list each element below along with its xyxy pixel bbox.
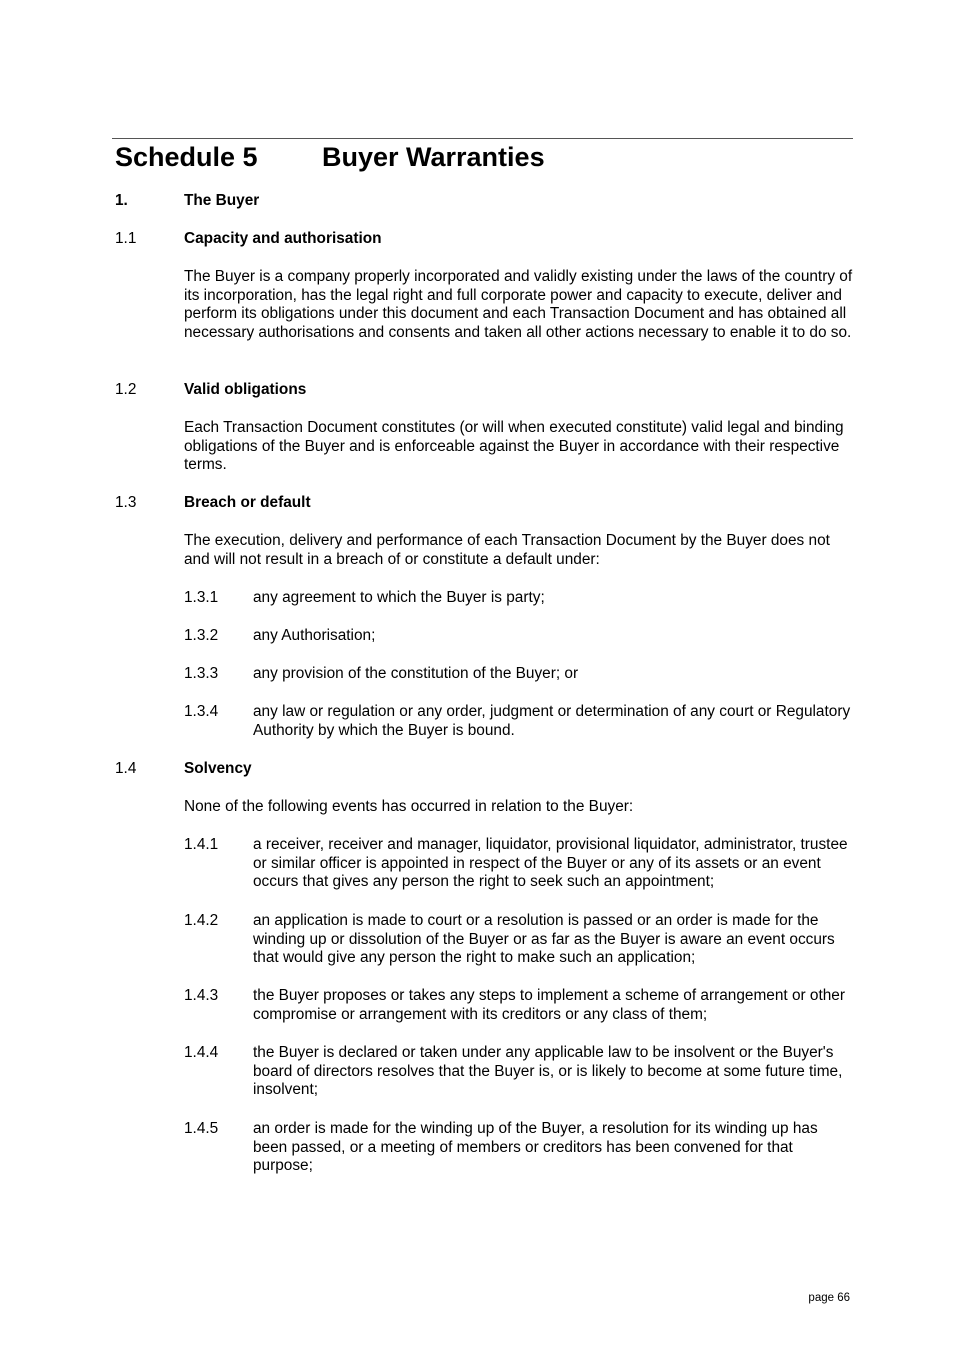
clause-body: The execution, delivery and performance of each Transaction Document by the Buyer does not and will not result in a breach of or constitute a default under:	[184, 532, 830, 568]
clause-heading: Solvency	[184, 760, 252, 777]
clause-heading: Breach or default	[184, 494, 311, 511]
subclause-text: the Buyer is declared or taken under any applicable law to be insolvent or the Buyer's board of directors resolves that the Buyer is, or is likely to become at some future time, insolvent;	[253, 1044, 843, 1099]
subclause-number: 1.3.2	[184, 627, 219, 644]
schedule-title: Buyer Warranties	[322, 142, 545, 172]
subclause-number: 1.4.4	[184, 1044, 219, 1061]
page-number: page 66	[808, 1292, 850, 1304]
subclause-number: 1.3.3	[184, 665, 219, 682]
clause-number: 1.4	[115, 760, 137, 777]
clause-body: None of the following events has occurred in relation to the Buyer:	[184, 798, 634, 815]
clause-number: 1.3	[115, 494, 137, 511]
subclause-text: a receiver, receiver and manager, liquidator, provisional liquidator, administrator, trustee or similar officer is appointed in respect of the Buyer or any of its assets or an event occurs that gives any person the right to seek such an appointment;	[253, 836, 848, 891]
schedule-number: Schedule 5	[115, 142, 258, 172]
subclause-text: any agreement to which the Buyer is party;	[253, 589, 545, 606]
heading-rule	[112, 138, 853, 139]
clause-number: 1.2	[115, 381, 137, 398]
subclause-number: 1.4.1	[184, 836, 219, 853]
subclause-number: 1.3.4	[184, 703, 219, 720]
subclause-text: the Buyer proposes or takes any steps to implement a scheme of arrangement or other compromise or arrangement with its creditors or any class of them;	[253, 987, 845, 1023]
subclause-text: any Authorisation;	[253, 627, 376, 644]
clause-body: The Buyer is a company properly incorporated and validly existing under the laws of the country of its incorporation, has the legal right and full corporate power and capacity to execute, deliver and perform its obligations under this document and each Transaction Document and has obtained all necessary authorisations and consents and taken all other actions necessary to enable it to do so.	[184, 268, 853, 342]
subclause-number: 1.4.5	[184, 1120, 219, 1137]
subclause-number: 1.3.1	[184, 589, 219, 606]
subclause-text: an order is made for the winding up of the Buyer, a resolution for its winding up has been passed, or a meeting of members or creditors has been convened for that purpose;	[253, 1120, 818, 1175]
clause-body: Each Transaction Document constitutes (or will when executed constitute) valid legal and binding obligations of the Buyer and is enforceable against the Buyer in accordance with their respective terms.	[184, 419, 844, 474]
clause-heading: Capacity and authorisation	[184, 230, 382, 247]
subclause-text: an application is made to court or a resolution is passed or an order is made for the winding up or dissolution of the Buyer or as far as the Buyer is aware an event occurs that would give any person the right to make such an application;	[253, 912, 835, 967]
subclause-number: 1.4.3	[184, 987, 219, 1004]
subclause-text: any provision of the constitution of the Buyer; or	[253, 665, 579, 682]
section-heading: The Buyer	[184, 192, 260, 209]
subclause-number: 1.4.2	[184, 912, 219, 929]
clause-heading: Valid obligations	[184, 381, 307, 398]
section-number: 1.	[115, 192, 128, 209]
subclause-text: any law or regulation or any order, judgment or determination of any court or Regulatory Authority by which the Buyer is bound.	[253, 703, 851, 739]
clause-number: 1.1	[115, 230, 137, 247]
